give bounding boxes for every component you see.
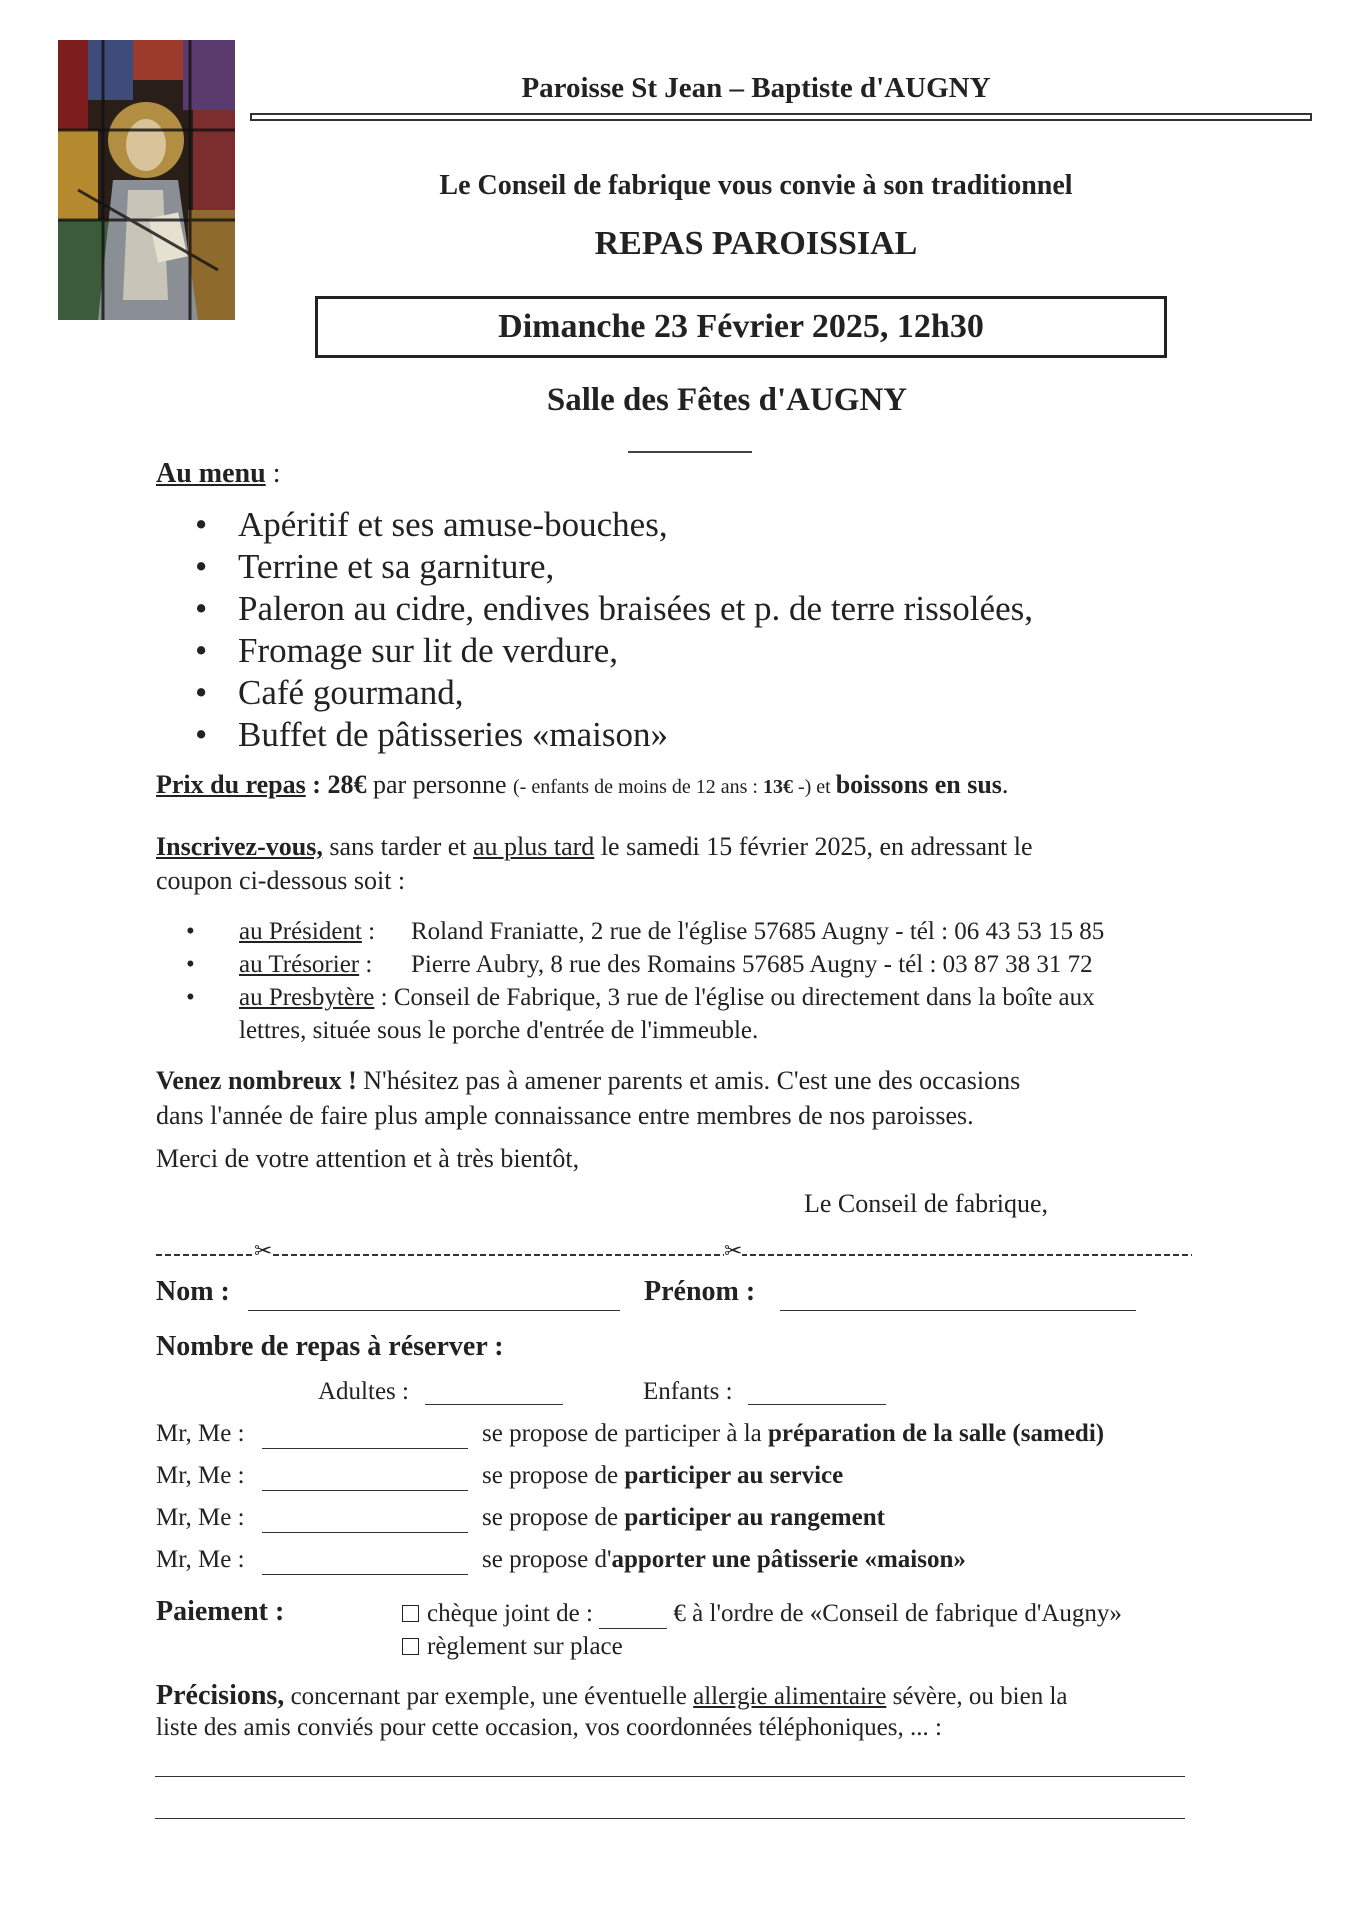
nom-field[interactable] [248,1310,620,1311]
volunteer-task: préparation de la salle (samedi) [768,1420,1105,1447]
nom-label: Nom : [156,1276,230,1307]
menu-item-text: Café gourmand, [238,673,464,712]
volunteer-option [482,1546,966,1574]
precisions-line-2: liste des amis conviés pour cette occasion, vos coordonnées téléphoniques, ... : [156,1714,942,1741]
bullet-icon: • [195,715,208,754]
payment-onsite-option [402,1633,623,1661]
volunteer-task: participer au service [624,1462,844,1489]
scissors-icon: ✂ [254,1238,273,1263]
children-label: Enfants : [643,1378,733,1405]
cut-line [156,1238,1192,1264]
registration-deadline: le samedi 15 février 2025, en adressant le [594,832,1033,861]
registration-line-2: coupon ci-dessous soit : [156,866,406,895]
menu-heading-colon: : [265,458,281,489]
menu-item-text: Buffet de pâtisseries «maison» [238,715,668,754]
precisions-field-line[interactable] [155,1776,1185,1777]
menu-heading-label: Au menu [156,458,266,489]
precisions-line [156,1680,1068,1712]
event-title: REPAS PAROISSIAL [594,225,918,262]
precisions-field-line[interactable] [155,1818,1185,1819]
closing-paragraph-2: dans l'année de faire plus ample connaissance entre membres de nos paroisses. [156,1101,974,1130]
allergy-label: allergie alimentaire [693,1683,887,1710]
volunteer-text: se propose de participer à la [482,1420,768,1447]
cheque-checkbox[interactable] [402,1605,419,1622]
header-divider [250,113,1312,121]
onsite-label: règlement sur place [427,1633,623,1660]
menu-item-text: Fromage sur lit de verdure, [238,631,619,670]
thanks-line: Merci de votre attention et à très bientôt, [156,1144,580,1173]
stained-glass-image [58,40,235,320]
menu-item-text: Paleron au cidre, endives braisées et p. de terre rissolées, [238,589,1033,628]
cheque-amount-field[interactable] [599,1600,667,1629]
volunteer-task: participer au rangement [624,1504,885,1531]
contact-text: Pierre Aubry, 8 rue des Romains 57685 Augny - tél : 03 87 38 31 72 [411,951,1093,978]
contact-sep: : [374,984,394,1011]
parish-title: Paroisse St Jean – Baptiste d'AUGNY [521,72,991,104]
volunteer-name-field[interactable] [262,1532,468,1533]
price-label: Prix du repas [156,770,306,799]
children-price: 13€ [762,776,793,798]
contact-text: Conseil de Fabrique, 3 rue de l'église ou directement dans la boîte aux [393,984,1095,1011]
contact-label: au Presbytère [239,984,375,1011]
adults-field[interactable] [425,1404,563,1405]
volunteer-option [482,1504,885,1532]
event-date-box [315,296,1167,358]
volunteer-name-field[interactable] [262,1574,468,1575]
bullet-icon: • [195,505,208,544]
price-per-person: par personne [366,770,513,799]
menu-heading [156,458,280,490]
price-amount: 28€ [327,770,367,799]
bullet-icon: • [186,984,195,1011]
volunteer-task: apporter une pâtisserie «maison» [611,1546,966,1573]
meals-heading: Nombre de repas à réserver : [156,1331,504,1362]
volunteer-label: Mr, Me : [156,1546,245,1573]
closing-text: N'hésitez pas à amener parents et amis. C'est une des occasions [356,1066,1021,1095]
precisions-text: concernant par exemple, une éventuelle [284,1683,694,1710]
contact-text: Roland Franiatte, 2 rue de l'église 57685 Augny - tél : 06 43 53 15 85 [411,918,1105,945]
price-line [156,770,1008,800]
payment-label: Paiement : [156,1596,285,1627]
bullet-icon: • [186,951,195,978]
event-venue: Salle des Fêtes d'AUGNY [546,382,908,418]
children-field[interactable] [748,1404,886,1405]
contact-text: lettres, située sous le porche d'entrée de l'immeuble. [239,1017,759,1044]
prenom-field[interactable] [780,1310,1136,1311]
volunteer-label: Mr, Me : [156,1504,245,1531]
volunteer-name-field[interactable] [262,1490,468,1491]
children-note-end: -) et [792,776,836,798]
contact-sep: : [359,951,373,978]
volunteer-text: se propose de [482,1462,625,1489]
deadline-label: au plus tard [473,832,595,861]
registration-text: sans tarder et [322,832,473,861]
volunteer-option [482,1420,1104,1448]
precisions-text: sévère, ou bien la [886,1683,1068,1710]
menu-item-text: Apéritif et ses amuse-bouches, [238,505,668,544]
contact-sep: : [361,918,376,945]
bullet-icon: • [195,631,208,670]
invitation-line: Le Conseil de fabrique vous convie à son traditionnel [439,170,1073,201]
bullet-icon: • [195,673,208,712]
price-end: . [1001,770,1009,799]
registration-line [156,832,1033,862]
contact-label: au Trésorier [239,951,360,978]
precisions-label: Précisions, [156,1680,285,1711]
volunteer-option [482,1462,843,1490]
venez-nombreux: Venez nombreux ! [156,1066,357,1095]
children-note: (- enfants de moins de 12 ans : [513,776,763,798]
volunteer-text: se propose de [482,1504,625,1531]
menu-item-text: Terrine et sa garniture, [238,547,555,586]
volunteer-text: se propose d' [482,1546,612,1573]
signature: Le Conseil de fabrique, [804,1189,1049,1218]
bullet-icon: • [195,589,208,628]
volunteer-label: Mr, Me : [156,1462,245,1489]
cheque-order: € à l'ordre de «Conseil de fabrique d'Augny» [667,1600,1122,1627]
price-colon: : [305,770,328,799]
volunteer-name-field[interactable] [262,1448,468,1449]
bullet-icon: • [195,547,208,586]
venue-divider [628,451,752,453]
cheque-label: chèque joint de : [427,1600,600,1627]
contact-label: au Président [239,918,362,945]
closing-paragraph [156,1066,1020,1096]
adults-label: Adultes : [318,1378,409,1405]
drinks-note: boissons en sus [835,770,1002,799]
bullet-icon: • [186,918,195,945]
scissors-icon: ✂ [724,1238,743,1263]
prenom-label: Prénom : [644,1276,756,1307]
event-date: Dimanche 23 Février 2025, 12h30 [498,308,984,345]
payment-cheque-option [402,1600,1122,1629]
onsite-checkbox[interactable] [402,1638,419,1655]
registration-label: Inscrivez-vous, [156,832,323,861]
volunteer-label: Mr, Me : [156,1420,245,1447]
